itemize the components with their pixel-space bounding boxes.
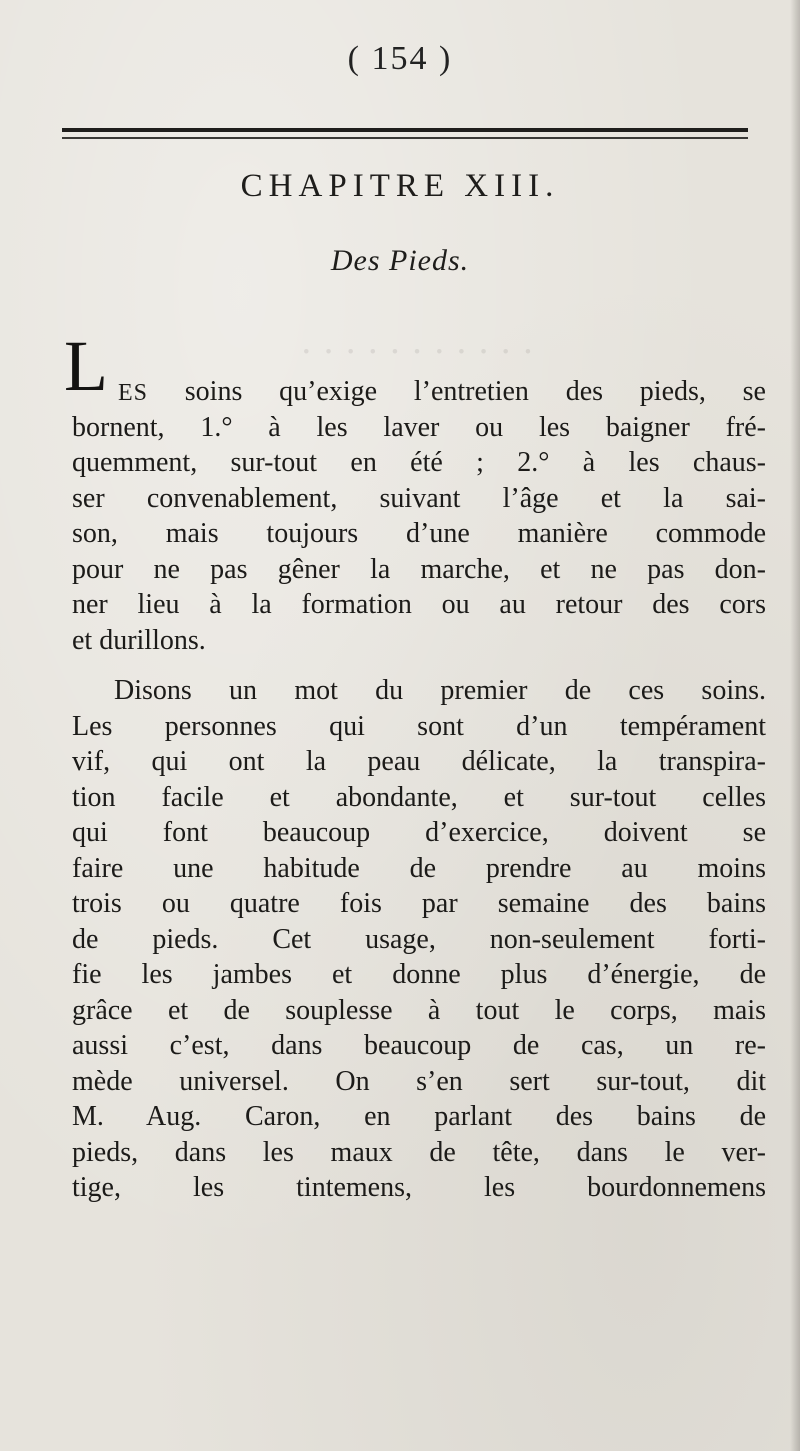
page-edge-shadow [790,0,800,1451]
section-title: Des Pieds. [330,244,470,277]
drop-cap: L [64,326,108,406]
text-line: fie les jambes et donne plus d’énergie, de [72,959,766,990]
text-line: pieds, dans les maux de tête, dans le ver- [72,1136,766,1168]
paragraph-1 [72,410,766,659]
text-line: pour ne pas gêner la marche, et ne pas don- [72,553,766,585]
text-line: Les personnes qui sont d’un tempérament [72,710,766,742]
text-line: aussi c’est, dans beaucoup de cas, un re- [72,1030,766,1061]
text-line: tion facile et abondante, et sur-tout celles [72,781,766,813]
first-line-rest: soins qu’exige l’entretien des pieds, se [148,376,766,407]
first-line-smallcaps: ES [118,380,149,406]
chapter-title: CHAPITRE XIII. [240,168,560,204]
first-line [118,374,766,412]
text-line: trois ou quatre fois par semaine des bains [72,888,766,919]
text-line: qui font beaucoup d’exercice, doivent se [72,817,766,848]
text-line: bornent, 1.° à les laver ou les baigner fré- [72,411,766,443]
page-number: ( 154 ) [347,40,453,77]
paragraph-2 [72,673,766,1206]
text-line: grâce et de souplesse à tout le corps, mais [72,994,766,1026]
text-line: mède universel. On s’en sert sur-tout, dit [72,1065,766,1097]
text-line: Disons un mot du premier de ces soins. [114,675,766,706]
text-line: son, mais toujours d’une manière commode [72,518,766,549]
text-line: ner lieu à la formation ou au retour des cors [72,589,766,620]
text-line: faire une habitude de prendre au moins [72,852,766,884]
text-line: et durillons. [72,624,206,656]
show-through-text: · · · · · · · · · · · [300,331,535,373]
header-rule-thin [62,137,748,139]
text-line: quemment, sur-tout en été ; 2.° à les chaus- [72,447,766,478]
header-rule-thick [62,128,748,132]
text-line: M. Aug. Caron, en parlant des bains de [72,1101,766,1132]
text-line: vif, qui ont la peau délicate, la transpira- [72,746,766,777]
text-line: ser convenablement, suivant l’âge et la sai- [72,482,766,514]
text-line: tige, les tintemens, les bourdonnemens [72,1172,766,1203]
text-line: de pieds. Cet usage, non-seulement forti- [72,923,766,955]
